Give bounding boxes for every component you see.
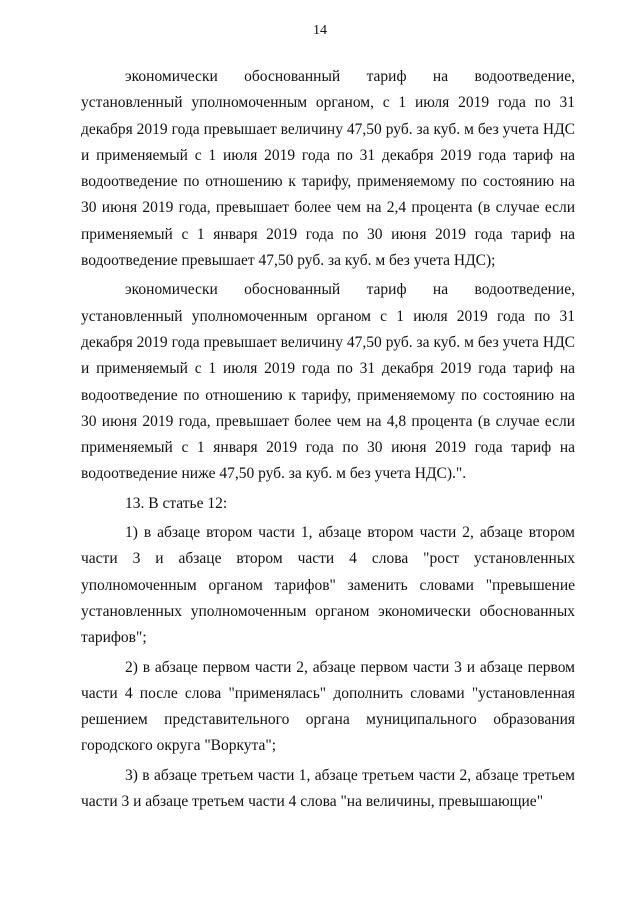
paragraph-item-2: 2) в абзаце первом части 2, абзаце первом части 3 и абзаце первом части 4 после слова "применялась" дополнить словами "установленная решением представительного органа муниципального образования городского округа "Воркута";	[81, 658, 575, 755]
paragraph-item-1: 1) в абзаце втором части 1, абзаце втором части 2, абзаце втором части 3 и абзаце втором части 4 слова "рост установленных уполномоченным органом тарифов" заменить словами "превышение установленных уполномоченным органом экономически обоснованных тарифов";	[81, 524, 575, 647]
document-body	[81, 64, 575, 815]
paragraph-tariff-4-8-percent: экономически обоснованный тариф на водоотведение, установленный уполномоченным органом с 1 июля 2019 года по 31 декабря 2019 года превышает величину 47,50 руб. за куб. м без учета НДС и применяемый с 1 июля 2019 года по 31 декабря 2019 года тариф на водоотведение по отношению к тарифу, применяемому по состоянию на 30 июня 2019 года, превышает более чем на 4,8 процента (в случае если применяемый с 1 января 2019 года по 30 июня 2019 года тариф на водоотведение ниже 47,50 руб. за куб. м без учета НДС).".	[81, 281, 575, 483]
paragraph-tariff-2-4-percent: экономически обоснованный тариф на водоотведение, установленный уполномоченным органом, с 1 июля 2019 года по 31 декабря 2019 года превышает величину 47,50 руб. за куб. м без учета НДС и применяемый с 1 июля 2019 года по 31 декабря 2019 года тариф на водоотведение по отношению к тарифу, применяемому по состоянию на 30 июня 2019 года, превышает более чем на 2,4 процента (в случае если применяемый с 1 января 2019 года по 30 июня 2019 года тариф на водоотведение превышает 47,50 руб. за куб. м без учета НДС);	[81, 68, 575, 270]
paragraph-article-12-heading: 13. В статье 12:	[125, 494, 228, 512]
paragraph-item-3: 3) в абзаце третьем части 1, абзаце третьем части 2, абзаце третьем части 3 и абзаце третьем части 4 слова "на величины, превышающие"	[81, 766, 575, 811]
page-number: 14	[313, 23, 327, 38]
